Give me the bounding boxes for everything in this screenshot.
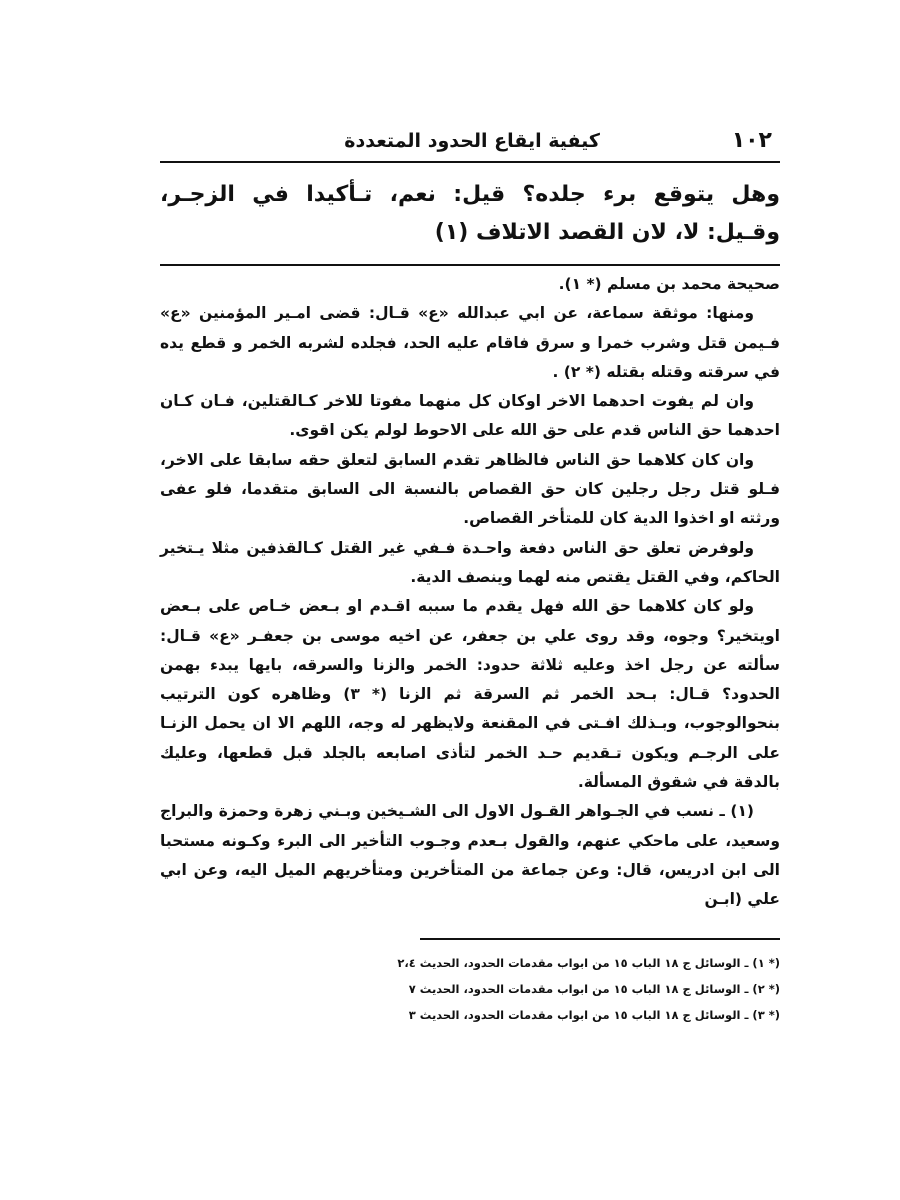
paragraph: ولو كان كلاهما حق الله فهل يقدم ما سببه اقـدم او بـعض خـاص على بـعض اويتخير؟ وجوه، وقد روى علي بن جعفر، عن اخيه موسى بن جعفـر «ع» قـال: سألته عن رجل اخذ وعليه ثلاثة حدود: الخمر والزنا والسرقه، بايها يبدء بهمن الحدود؟ قـال: بـحد الخمر ثم السرقة ثم الزنا (* ٣) وظاهره كون الترتيب بنحوالوجوب، وبـذلك افـتى في المقنعة ولايظهر له وجه، اللهم الا ان يحمل الزنـا على الرجـم ويكون تـقديم حـد الخمر لتأذى اصابعه بالجلد قبل قطعها، وعليك بالدقة في شقوق المسألة. [160, 597, 780, 792]
paragraph: صحيحة محمد بن مسلم (* ١). [558, 275, 780, 293]
running-title: كيفية ايقاع الحدود المتعددة [344, 130, 600, 152]
paragraph: ولوفرض تعلق حق الناس دفعة واحـدة فـفي غير القتل كـالقذفين مثلا يـتخير الحاكم، وفي القتل يقتص منه لهما وينصف الدية. [160, 538, 780, 586]
paragraph: وان لم يفوت احدهما الاخر اوكان كل منهما مفوتا للاخر كـالقتلين، فـان كـان احدهما حق الناس قدم على حق الله على الاحوط لولم يكن اقوى. [160, 392, 780, 440]
page-header [160, 126, 780, 166]
paragraph: ومنها: موثقة سماعة، عن ابي عبدالله «ع» قـال: قضى امـير المؤمنين «ع» فـيمن قتل وشرب خمرا و سرق فاقام عليه الحد، فجلده لشربه الخمر و قطع يده في سرقته وقتله بقتله (* ٢) . [160, 304, 780, 381]
footnote: (* ٣) ـ الوسائل ج ١٨ الباب ١٥ من ابواب مقدمات الحدود، الحديث ٣ [408, 1008, 780, 1022]
footnote-paragraph: (١) ـ نسب في الجـواهر القـول الاول الى الشـيخين وبـني زهرة وحمزة والبراج وسعيد، على ماحكي عنهم، والقول بـعدم وجـوب التأخير الى البرء وكـونه مستحبا الى ابن ادريس، قال: وعن جماعة من المتأخرين ومتأخريهم الميل اليه، وعن ابي علي (ابـن [160, 802, 780, 909]
footnote: (* ٢) ـ الوسائل ج ١٨ الباب ١٥ من ابواب مقدمات الحدود، الحديث ٧ [408, 982, 780, 996]
footnote: (* ١) ـ الوسائل ج ١٨ الباب ١٥ من ابواب مقدمات الحدود، الحديث ٢،٤ [397, 956, 780, 970]
continued-text: وهل يتوقع برء جلده؟ قيل: نعم، تـأكيدا في الزجـر، وقـيل: لا، لان القصد الاتلاف (١) [160, 182, 780, 245]
section-rule [160, 264, 780, 266]
header-rule [160, 161, 780, 163]
body-text [160, 270, 780, 915]
page-number: ١٠٢ [731, 128, 772, 153]
footnotes [397, 950, 780, 1028]
paragraph: وان كان كلاهما حق الناس فالظاهر تقدم السابق لتعلق حقه سابقا على الاخر، فـلو قتل رجل رجلين كان حق القصاص بالنسبة الى السابق متقدما، فلو عفى ورثته او اخذوا الدية كان للمتأخر القصاص. [160, 450, 780, 528]
footnote-rule [420, 938, 780, 940]
